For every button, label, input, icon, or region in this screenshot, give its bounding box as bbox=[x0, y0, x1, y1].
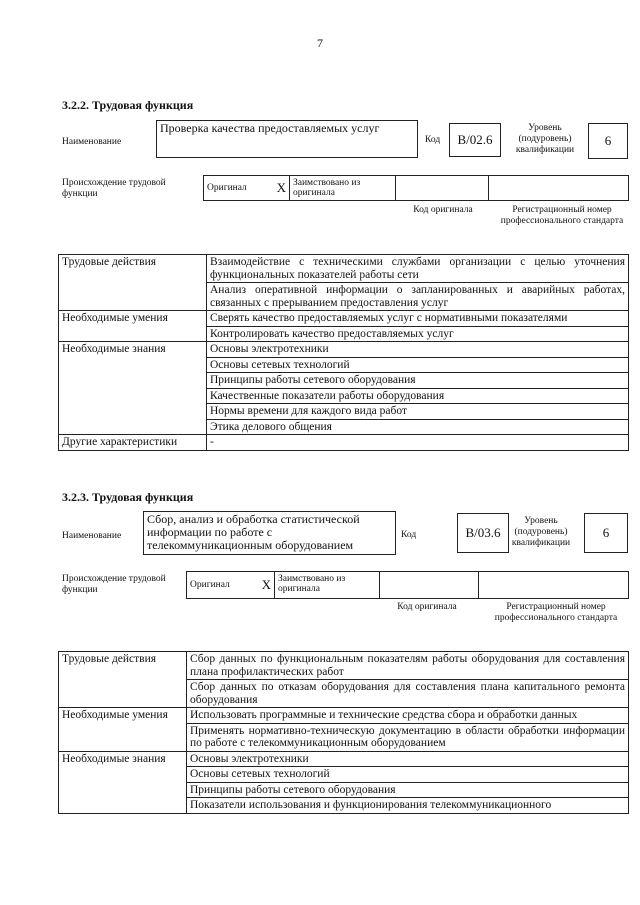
row-item: Принципы работы сетевого оборудования bbox=[187, 782, 629, 798]
row-item: Качественные показатели работы оборудования bbox=[207, 388, 629, 404]
row-item: Использовать программные и технические средства сбора и обработки данных bbox=[187, 708, 629, 724]
row-item: Взаимодействие с техническими службами организации с целью уточнения функциональных показателей работы сети bbox=[207, 255, 629, 283]
page-number: 7 bbox=[317, 36, 323, 50]
origin-label: Происхождение трудовой функции bbox=[62, 178, 166, 199]
reg-number-caption: Регистрационный номер профессионального стандарта bbox=[494, 602, 618, 623]
borrowed-label: Заимствовано из оригинала bbox=[290, 176, 396, 200]
origin-table bbox=[203, 175, 629, 201]
origin-code-caption: Код оригинала bbox=[397, 602, 457, 612]
name-label: Наименование bbox=[62, 531, 122, 541]
section-heading: 3.2.2. Трудовая функция bbox=[62, 98, 194, 112]
row-item: Этика делового общения bbox=[207, 419, 629, 435]
function-details-table bbox=[58, 651, 629, 814]
function-name: Сбор, анализ и обработка статистической информации по работе с телекоммуникационным оборудованием bbox=[143, 511, 396, 555]
row-item: Основы электротехники bbox=[187, 751, 629, 767]
row-item: Показатели использования и функционирования телекоммуникационного bbox=[187, 798, 629, 814]
borrowed-label: Заимствовано из оригинала bbox=[275, 572, 380, 598]
origin-code-cell bbox=[380, 572, 479, 598]
row-item: Анализ оперативной информации о запланированных и аварийных работах, связанных с прерыванием предоставления услуг bbox=[207, 283, 629, 311]
row-label: Необходимые знания bbox=[59, 751, 187, 813]
row-item: Основы электротехники bbox=[207, 342, 629, 358]
level-label: Уровень (подуровень) квалификации bbox=[515, 123, 575, 155]
name-label: Наименование bbox=[62, 137, 122, 147]
function-details-table bbox=[58, 254, 629, 451]
reg-number-caption: Регистрационный номер профессионального стандарта bbox=[500, 205, 624, 226]
level-value: 6 bbox=[588, 123, 628, 159]
level-value: 6 bbox=[584, 513, 628, 553]
reg-number-cell bbox=[489, 176, 628, 200]
row-item: Сверять качество предоставляемых услуг с нормативными показателями bbox=[207, 311, 629, 327]
row-item: Сбор данных по отказам оборудования для составления плана капитального ремонта оборудования bbox=[187, 680, 629, 708]
function-code: B/03.6 bbox=[457, 513, 509, 553]
code-label: Код bbox=[401, 530, 417, 540]
origin-label: Происхождение трудовой функции bbox=[62, 574, 166, 595]
origin-table bbox=[186, 571, 629, 599]
level-label: Уровень (подуровень) квалификации bbox=[511, 516, 571, 548]
original-label: Оригинал bbox=[207, 183, 247, 193]
row-item: Основы сетевых технологий bbox=[187, 767, 629, 783]
section-heading: 3.2.3. Трудовая функция bbox=[62, 490, 194, 504]
row-label: Необходимые умения bbox=[59, 311, 207, 342]
reg-number-cell bbox=[479, 572, 628, 598]
origin-code-caption: Код оригинала bbox=[413, 205, 473, 215]
row-item: - bbox=[207, 435, 629, 451]
code-label: Код bbox=[425, 135, 441, 145]
row-item: Нормы времени для каждого вида работ bbox=[207, 404, 629, 420]
original-mark: X bbox=[261, 577, 271, 592]
row-label: Необходимые знания bbox=[59, 342, 207, 435]
row-item: Принципы работы сетевого оборудования bbox=[207, 373, 629, 389]
row-item: Сбор данных по функциональным показателям работы оборудования для составления плана профилактических работ bbox=[187, 652, 629, 680]
origin-code-cell bbox=[396, 176, 489, 200]
row-label: Другие характеристики bbox=[59, 435, 207, 451]
row-label: Трудовые действия bbox=[59, 255, 207, 311]
row-item: Контролировать качество предоставляемых услуг bbox=[207, 326, 629, 342]
original-label: Оригинал bbox=[190, 580, 230, 590]
function-code: B/02.6 bbox=[449, 123, 501, 157]
row-label: Трудовые действия bbox=[59, 652, 187, 708]
row-item: Основы сетевых технологий bbox=[207, 357, 629, 373]
row-item: Применять нормативно-техническую документацию в области обработки информации по работе с телекоммуникационным оборудованием bbox=[187, 723, 629, 751]
row-label: Необходимые умения bbox=[59, 708, 187, 752]
original-mark: X bbox=[276, 180, 286, 195]
function-name: Проверка качества предоставляемых услуг bbox=[156, 120, 418, 158]
